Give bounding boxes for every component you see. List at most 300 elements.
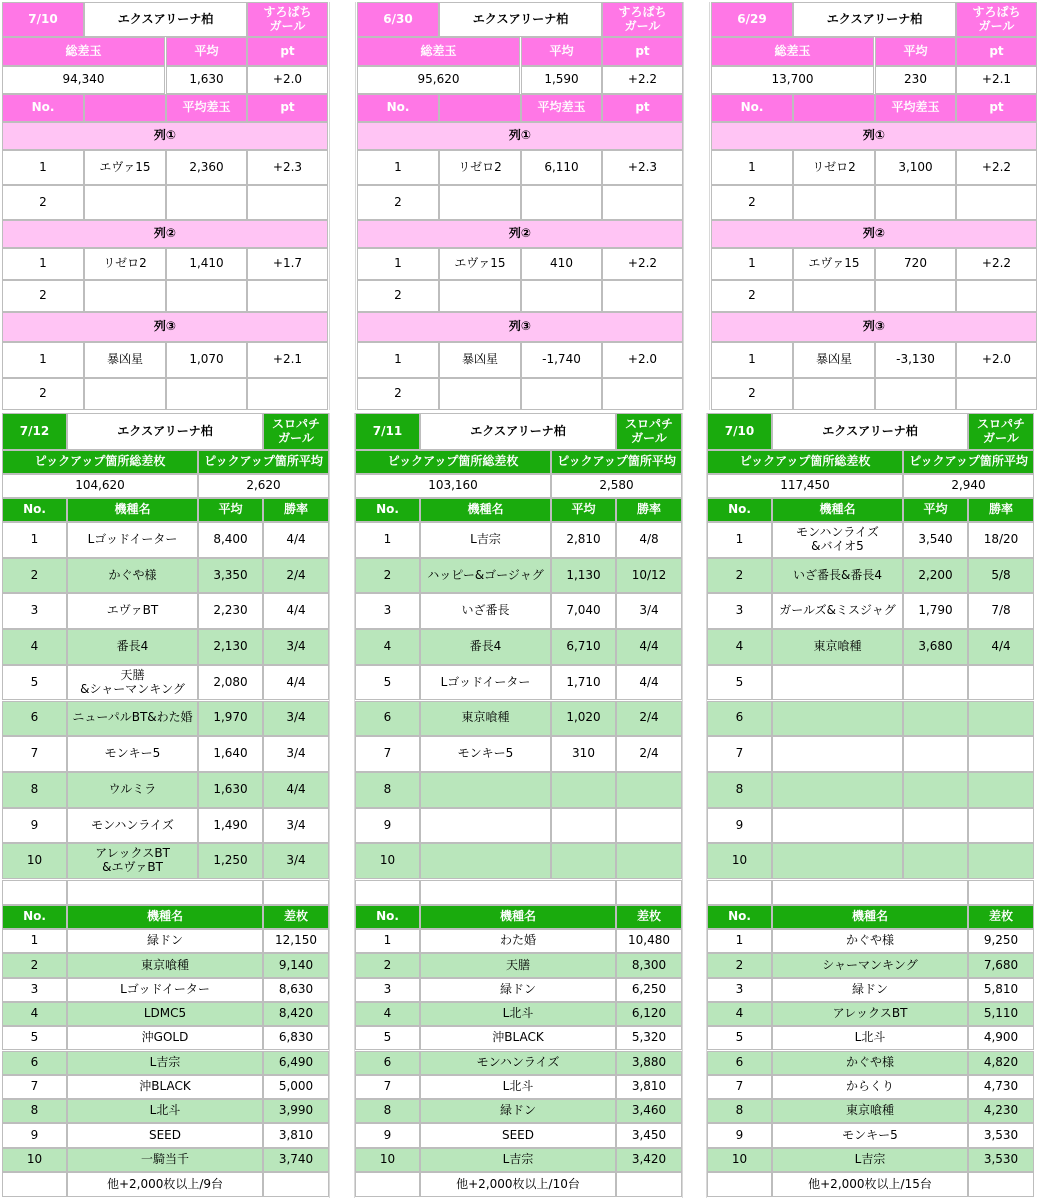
summary-header-pt: pt <box>247 37 328 66</box>
rank-cell: 3 <box>707 978 772 1002</box>
column-header: No. <box>711 94 793 122</box>
pickup-cell: 9 <box>355 808 420 844</box>
rank-cell: 12,150 <box>263 929 329 953</box>
rank-cell: 5,110 <box>968 1002 1034 1026</box>
summary-header-avg: 平均 <box>875 37 956 66</box>
pickup-cell: 1,790 <box>903 593 968 629</box>
column-header: pt <box>602 94 683 122</box>
rank-cell: からくり <box>772 1075 968 1099</box>
rank-cell: 10 <box>355 1148 420 1172</box>
rank-cell: 6 <box>2 1051 67 1075</box>
table-cell: 2,360 <box>166 150 247 185</box>
pickup-cell: 2,130 <box>198 629 263 665</box>
event-badge: すろぱち ガール <box>247 2 328 37</box>
table-cell: 2 <box>357 185 439 220</box>
column-header: pt <box>956 94 1037 122</box>
pickup-cell: 東京喰種 <box>772 629 903 665</box>
pickup-cell: Lゴッドイーター <box>420 665 551 701</box>
rank-cell: 4,820 <box>968 1051 1034 1075</box>
pickup-cell <box>968 772 1034 808</box>
column-gap <box>682 413 707 1198</box>
pickup-cell <box>968 808 1034 844</box>
pickup-cell <box>968 665 1034 701</box>
table-cell <box>84 185 166 220</box>
pickup-cell: 1,710 <box>551 665 616 701</box>
summary-value-total: 103,160 <box>355 474 551 498</box>
rank-cell: L北斗 <box>420 1002 616 1026</box>
column-gap <box>329 2 356 410</box>
column-header: 平均差玉 <box>875 94 956 122</box>
rank-cell: 9 <box>2 1123 67 1147</box>
group-label: 列① <box>711 122 1037 150</box>
summary-header-pt: pt <box>602 37 683 66</box>
group-label: 列① <box>357 122 683 150</box>
pickup-cell: L吉宗 <box>420 522 551 558</box>
pickup-cell: 4/4 <box>263 665 329 701</box>
rank-cell: 10 <box>707 1148 772 1172</box>
footer-note: 他+2,000枚以上/15台 <box>772 1172 968 1197</box>
pickup-cell: モンキー5 <box>420 736 551 772</box>
pickup-cell: 18/20 <box>968 522 1034 558</box>
rank-cell: 8,630 <box>263 978 329 1002</box>
rank-cell: 6,490 <box>263 1051 329 1075</box>
rank-cell: 7 <box>2 1075 67 1099</box>
rank-cell: 緑ドン <box>67 929 263 953</box>
column-header: pt <box>247 94 328 122</box>
rank-cell: L吉宗 <box>67 1051 263 1075</box>
rank-cell: 3 <box>355 978 420 1002</box>
pickup-header: 機種名 <box>67 498 198 522</box>
pickup-cell: 3 <box>2 593 67 629</box>
rank-header: 機種名 <box>420 905 616 929</box>
table-cell <box>166 185 247 220</box>
pickup-cell: 7 <box>355 736 420 772</box>
rank-cell: 10 <box>2 1148 67 1172</box>
pickup-header: 勝率 <box>263 498 329 522</box>
event-badge: スロパチ ガール <box>263 413 329 450</box>
summary-header-total: ピックアップ箇所総差枚 <box>2 450 198 474</box>
table-cell: +2.3 <box>247 150 328 185</box>
rank-cell: かぐや様 <box>772 1051 968 1075</box>
event-badge: すろぱち ガール <box>956 2 1037 37</box>
table-cell: エヴァ15 <box>793 248 875 280</box>
summary-header-avg: 平均 <box>166 37 247 66</box>
pickup-cell: 8 <box>2 772 67 808</box>
table-cell: -3,130 <box>875 342 956 378</box>
rank-cell: Lゴッドイーター <box>67 978 263 1002</box>
spacer-cell <box>968 880 1034 905</box>
pickup-cell: いざ番長&番長4 <box>772 558 903 594</box>
table-cell: 暴凶星 <box>439 342 521 378</box>
summary-value-avg: 230 <box>875 66 956 94</box>
rank-cell: シャーマンキング <box>772 953 968 977</box>
pickup-cell <box>772 701 903 737</box>
pickup-cell: 6 <box>355 701 420 737</box>
pickup-cell: 2 <box>355 558 420 594</box>
rank-cell: 5,320 <box>616 1026 682 1050</box>
table-cell: 1 <box>2 342 84 378</box>
table-cell: 3,100 <box>875 150 956 185</box>
pickup-cell <box>551 843 616 879</box>
table-cell: 1 <box>357 150 439 185</box>
pickup-cell: 4/4 <box>616 629 682 665</box>
pickup-cell: 1 <box>355 522 420 558</box>
rank-cell: 3,460 <box>616 1099 682 1123</box>
rank-cell: 4,730 <box>968 1075 1034 1099</box>
pickup-cell: 6 <box>707 701 772 737</box>
summary-value-avg: 2,940 <box>903 474 1034 498</box>
pickup-cell <box>551 772 616 808</box>
footer-blank <box>2 1172 67 1197</box>
rank-cell: 3,810 <box>263 1123 329 1147</box>
table-cell <box>439 378 521 410</box>
pickup-cell: 7/8 <box>968 593 1034 629</box>
group-label: 列② <box>2 220 328 248</box>
footer-blank <box>263 1172 329 1197</box>
rank-cell: 4,230 <box>968 1099 1034 1123</box>
pickup-cell <box>903 665 968 701</box>
rank-cell: 6 <box>707 1051 772 1075</box>
rank-cell: 8 <box>2 1099 67 1123</box>
rank-cell: 9 <box>707 1123 772 1147</box>
table-cell <box>521 378 602 410</box>
pickup-cell: いざ番長 <box>420 593 551 629</box>
pickup-header: 機種名 <box>772 498 903 522</box>
pickup-header: No. <box>707 498 772 522</box>
table-cell <box>875 185 956 220</box>
pickup-cell <box>772 772 903 808</box>
table-cell <box>166 378 247 410</box>
table-cell: 2 <box>357 280 439 312</box>
date-cell: 7/12 <box>2 413 67 450</box>
rank-cell: 3,880 <box>616 1051 682 1075</box>
rank-header: No. <box>2 905 67 929</box>
pickup-cell: ハッピー&ゴージャグ <box>420 558 551 594</box>
footer-blank <box>616 1172 682 1197</box>
pickup-cell <box>772 736 903 772</box>
pickup-cell: 10 <box>355 843 420 879</box>
summary-value-total: 117,450 <box>707 474 903 498</box>
pickup-header: 勝率 <box>968 498 1034 522</box>
pickup-cell: 8 <box>707 772 772 808</box>
rank-header: 差枚 <box>616 905 682 929</box>
pickup-cell: 10/12 <box>616 558 682 594</box>
table-cell: 2 <box>711 378 793 410</box>
rank-cell: L北斗 <box>420 1075 616 1099</box>
pickup-cell: 5 <box>2 665 67 701</box>
rank-header: No. <box>707 905 772 929</box>
rank-cell: L吉宗 <box>420 1148 616 1172</box>
rank-cell: 8,420 <box>263 1002 329 1026</box>
pickup-cell: 東京喰種 <box>420 701 551 737</box>
table-cell: 1 <box>711 150 793 185</box>
rank-cell: 5 <box>355 1026 420 1050</box>
table-cell <box>439 280 521 312</box>
summary-header-avg: ピックアップ箇所平均 <box>198 450 329 474</box>
date-cell: 7/10 <box>707 413 772 450</box>
pickup-cell: 2 <box>707 558 772 594</box>
pickup-cell: 2,810 <box>551 522 616 558</box>
summary-value-pt: +2.2 <box>602 66 683 94</box>
column-gap <box>329 413 355 1198</box>
table-cell: +2.2 <box>956 248 1037 280</box>
table-cell: エヴァ15 <box>84 150 166 185</box>
rank-cell: SEED <box>67 1123 263 1147</box>
pickup-header: No. <box>2 498 67 522</box>
pickup-cell: 8 <box>355 772 420 808</box>
summary-value-avg: 2,580 <box>551 474 682 498</box>
table-cell: 1 <box>357 248 439 280</box>
pickup-cell: ウルミラ <box>67 772 198 808</box>
summary-value-total: 94,340 <box>2 66 165 94</box>
table-cell <box>602 185 683 220</box>
pickup-cell: 3/4 <box>263 701 329 737</box>
rank-cell: 5 <box>2 1026 67 1050</box>
pickup-cell: 4 <box>2 629 67 665</box>
column-header <box>439 94 521 122</box>
event-badge: スロパチ ガール <box>968 413 1034 450</box>
table-cell <box>956 378 1037 410</box>
pickup-cell: 5 <box>355 665 420 701</box>
pickup-cell <box>420 843 551 879</box>
table-cell: 2 <box>711 185 793 220</box>
rank-cell: L吉宗 <box>772 1148 968 1172</box>
footer-note: 他+2,000枚以上/10台 <box>420 1172 616 1197</box>
table-cell: 2 <box>2 185 84 220</box>
rank-cell: 9,140 <box>263 953 329 977</box>
date-cell: 7/11 <box>355 413 420 450</box>
rank-cell: 5 <box>707 1026 772 1050</box>
rank-cell: 一騎当千 <box>67 1148 263 1172</box>
pickup-cell: 5 <box>707 665 772 701</box>
rank-cell: 7,680 <box>968 953 1034 977</box>
pickup-cell: 7,040 <box>551 593 616 629</box>
table-cell: 暴凶星 <box>84 342 166 378</box>
rank-cell: 9,250 <box>968 929 1034 953</box>
table-cell <box>247 185 328 220</box>
table-cell <box>439 185 521 220</box>
pickup-cell: 1 <box>707 522 772 558</box>
rank-cell: 6,250 <box>616 978 682 1002</box>
table-cell: リゼロ2 <box>439 150 521 185</box>
pickup-cell: 1,020 <box>551 701 616 737</box>
pickup-cell: 2 <box>2 558 67 594</box>
table-cell <box>875 378 956 410</box>
table-cell <box>875 280 956 312</box>
pickup-cell: 1 <box>2 522 67 558</box>
pickup-cell <box>772 808 903 844</box>
rank-cell: 8,300 <box>616 953 682 977</box>
pickup-cell: 1,130 <box>551 558 616 594</box>
spacer-cell <box>707 880 772 905</box>
summary-value-total: 95,620 <box>357 66 520 94</box>
summary-header-total: 総差玉 <box>711 37 874 66</box>
table-cell: +2.2 <box>602 248 683 280</box>
pickup-cell: 4/4 <box>263 772 329 808</box>
rank-cell: 緑ドン <box>772 978 968 1002</box>
rank-cell: 3,530 <box>968 1123 1034 1147</box>
rank-cell: 3,810 <box>616 1075 682 1099</box>
table-cell <box>521 280 602 312</box>
pickup-cell: 4 <box>707 629 772 665</box>
rank-cell: 3,990 <box>263 1099 329 1123</box>
table-cell <box>956 280 1037 312</box>
rank-cell: 9 <box>355 1123 420 1147</box>
table-cell: 1 <box>711 248 793 280</box>
rank-cell: 東京喰種 <box>67 953 263 977</box>
store-name: エクスアリーナ柏 <box>67 413 263 450</box>
summary-header-total: 総差玉 <box>2 37 165 66</box>
pickup-cell: モンハンライズ &バイオ5 <box>772 522 903 558</box>
pickup-cell <box>420 808 551 844</box>
pickup-cell: 7 <box>2 736 67 772</box>
pickup-cell: 3,540 <box>903 522 968 558</box>
pickup-cell: 4/8 <box>616 522 682 558</box>
rank-cell: 緑ドン <box>420 1099 616 1123</box>
rank-header: 機種名 <box>772 905 968 929</box>
pickup-header: 平均 <box>198 498 263 522</box>
footer-note: 他+2,000枚以上/9台 <box>67 1172 263 1197</box>
table-cell: 1,070 <box>166 342 247 378</box>
table-cell <box>793 185 875 220</box>
group-label: 列③ <box>2 312 328 342</box>
rank-cell: 7 <box>355 1075 420 1099</box>
summary-value-pt: +2.0 <box>247 66 328 94</box>
footer-blank <box>355 1172 420 1197</box>
rank-cell: アレックスBT <box>772 1002 968 1026</box>
table-cell: +1.7 <box>247 248 328 280</box>
column-header <box>793 94 875 122</box>
rank-cell: わた婚 <box>420 929 616 953</box>
pickup-cell: 8,400 <box>198 522 263 558</box>
pickup-cell <box>551 808 616 844</box>
rank-cell: 3,740 <box>263 1148 329 1172</box>
rank-cell: かぐや様 <box>772 929 968 953</box>
pickup-cell <box>903 772 968 808</box>
table-cell <box>602 378 683 410</box>
table-cell: 1 <box>2 248 84 280</box>
pickup-cell: 2/4 <box>616 701 682 737</box>
pickup-cell <box>903 736 968 772</box>
table-cell: リゼロ2 <box>84 248 166 280</box>
column-header <box>84 94 166 122</box>
summary-header-total: ピックアップ箇所総差枚 <box>355 450 551 474</box>
group-label: 列② <box>357 220 683 248</box>
pickup-cell: 2,200 <box>903 558 968 594</box>
pickup-cell: モンハンライズ <box>67 808 198 844</box>
pickup-cell: Lゴッドイーター <box>67 522 198 558</box>
rank-cell: 4 <box>2 1002 67 1026</box>
footer-blank <box>707 1172 772 1197</box>
pickup-cell: アレックスBT &エヴァBT <box>67 843 198 879</box>
date-cell: 6/30 <box>357 2 439 37</box>
store-name: エクスアリーナ柏 <box>420 413 616 450</box>
group-label: 列① <box>2 122 328 150</box>
pickup-cell: 天膳 &シャーマンキング <box>67 665 198 701</box>
rank-cell: 5,810 <box>968 978 1034 1002</box>
pickup-cell <box>968 843 1034 879</box>
spacer-cell <box>355 880 420 905</box>
rank-cell: 1 <box>2 929 67 953</box>
table-cell: 2 <box>357 378 439 410</box>
rank-cell: 3,420 <box>616 1148 682 1172</box>
pickup-cell: 3/4 <box>263 629 329 665</box>
table-cell: 410 <box>521 248 602 280</box>
table-cell: +2.1 <box>247 342 328 378</box>
rank-header: 差枚 <box>263 905 329 929</box>
column-header: No. <box>2 94 84 122</box>
store-name: エクスアリーナ柏 <box>772 413 968 450</box>
pickup-cell: 9 <box>2 808 67 844</box>
date-cell: 6/29 <box>711 2 793 37</box>
table-cell: 1 <box>2 150 84 185</box>
pickup-cell: 3/4 <box>263 736 329 772</box>
table-cell: +2.2 <box>956 150 1037 185</box>
rank-cell: 10,480 <box>616 929 682 953</box>
rank-cell: 東京喰種 <box>772 1099 968 1123</box>
rank-cell: 7 <box>707 1075 772 1099</box>
pickup-cell: 番長4 <box>420 629 551 665</box>
group-label: 列② <box>711 220 1037 248</box>
pickup-cell: モンキー5 <box>67 736 198 772</box>
pickup-cell <box>772 843 903 879</box>
group-label: 列③ <box>711 312 1037 342</box>
table-cell: +2.0 <box>956 342 1037 378</box>
pickup-cell: 2,230 <box>198 593 263 629</box>
table-cell <box>602 280 683 312</box>
summary-value-avg: 1,630 <box>166 66 247 94</box>
rank-cell: 3,530 <box>968 1148 1034 1172</box>
summary-header-avg: ピックアップ箇所平均 <box>903 450 1034 474</box>
rank-cell: 沖GOLD <box>67 1026 263 1050</box>
pickup-cell <box>903 808 968 844</box>
pickup-cell: 9 <box>707 808 772 844</box>
pickup-cell: 1,630 <box>198 772 263 808</box>
rank-header: No. <box>355 905 420 929</box>
rank-cell: 3,450 <box>616 1123 682 1147</box>
footer-blank <box>968 1172 1034 1197</box>
table-cell <box>521 185 602 220</box>
pickup-header: 機種名 <box>420 498 551 522</box>
table-cell <box>793 378 875 410</box>
pickup-cell: ニューパルBT&わた婚 <box>67 701 198 737</box>
rank-cell: L北斗 <box>67 1099 263 1123</box>
pickup-cell: 1,490 <box>198 808 263 844</box>
rank-cell: モンキー5 <box>772 1123 968 1147</box>
column-header: No. <box>357 94 439 122</box>
rank-cell: SEED <box>420 1123 616 1147</box>
store-name: エクスアリーナ柏 <box>84 2 247 37</box>
table-cell: 2 <box>2 280 84 312</box>
rank-cell: 2 <box>2 953 67 977</box>
table-cell: +2.3 <box>602 150 683 185</box>
rank-cell: L北斗 <box>772 1026 968 1050</box>
table-cell: 1,410 <box>166 248 247 280</box>
column-header: 平均差玉 <box>521 94 602 122</box>
date-cell: 7/10 <box>2 2 84 37</box>
table-cell <box>84 378 166 410</box>
pickup-cell <box>420 772 551 808</box>
pickup-cell: 番長4 <box>67 629 198 665</box>
rank-cell: 2 <box>707 953 772 977</box>
spacer-cell <box>67 880 263 905</box>
rank-cell: 1 <box>707 929 772 953</box>
table-cell: 暴凶星 <box>793 342 875 378</box>
table-cell: -1,740 <box>521 342 602 378</box>
pickup-header: 平均 <box>551 498 616 522</box>
summary-header-total: 総差玉 <box>357 37 520 66</box>
table-cell <box>84 280 166 312</box>
